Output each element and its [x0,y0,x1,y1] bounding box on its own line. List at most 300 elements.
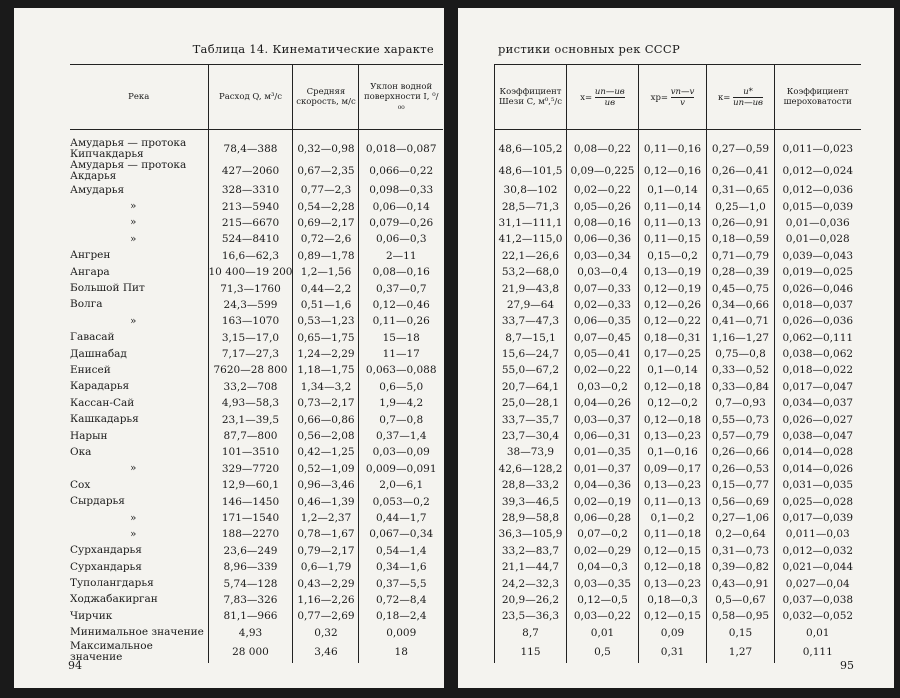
value-cell: 0,03—0,2 [567,379,639,395]
value-cell: 0,72—8,4 [359,592,443,608]
table-row [70,264,443,280]
table-title-left: Таблица 14. Кинематические характе [192,42,434,56]
value-cell: 0,37—0,7 [359,280,443,296]
value-cell: 7,17—27,3 [208,346,293,362]
value-cell: 33,7—35,7 [495,411,567,427]
value-cell: 0,07—0,2 [567,526,639,542]
table-row [495,477,861,493]
value-cell: 42,6—128,2 [495,461,567,477]
river-name-cell: Чирчик [70,609,113,622]
river-name-cell: Амударья — протока Акдарья [70,160,187,182]
value-cell: 0,014—0,026 [775,461,861,477]
value-cell: 0,02—0,22 [567,182,639,198]
river-name-cell: Амударья — протока Кипчакдарья [70,137,187,160]
value-cell: 81,1—966 [208,608,293,624]
value-cell: 188—2270 [208,526,293,542]
value-cell: 0,07—0,33 [567,280,639,296]
river-name-cell: Карадарья [70,380,130,393]
value-cell: 0,13—0,23 [639,428,707,444]
table-row [495,575,861,591]
value-cell: 0,017—0,047 [775,379,861,395]
river-name-cell: » [130,314,137,327]
river-name-cell: Сурхандарья [70,544,142,557]
value-cell: 0,45—0,75 [707,280,775,296]
value-cell: 23,7—30,4 [495,428,567,444]
value-cell: 0,01—0,37 [567,461,639,477]
river-name-cell: Большой Пит [70,282,145,295]
value-cell: 0,009—0,091 [359,461,443,477]
value-cell: 0,1—0,2 [639,510,707,526]
table-row [495,215,861,231]
value-cell: 28,8—33,2 [495,477,567,493]
value-cell: 0,09—0,225 [567,160,639,182]
table-row [70,395,443,411]
river-name-cell: Кашкадарья [70,413,139,426]
value-cell: 1,2—1,56 [293,264,359,280]
value-cell: 329—7720 [208,461,293,477]
value-cell: 0,31 [639,641,707,663]
river-name-cell: Нарын [70,429,108,442]
value-cell: 0,52—1,09 [293,461,359,477]
value-cell: 0,71—0,79 [707,248,775,264]
value-cell: 0,73—2,17 [293,395,359,411]
river-name-cell: » [130,527,137,540]
value-cell: 48,6—105,2 [495,130,567,161]
value-cell: 0,09 [639,625,707,641]
table-row [70,428,443,444]
value-cell: 0,28—0,39 [707,264,775,280]
value-cell: 0,72—2,6 [293,231,359,247]
value-cell: 0,26—0,91 [707,215,775,231]
value-cell: 38—73,9 [495,444,567,460]
table-row [70,625,443,641]
value-cell: 2—11 [359,248,443,264]
value-cell: 0,04—0,36 [567,477,639,493]
value-cell: 0,43—2,29 [293,575,359,591]
table-title-right: ристики основных рек СССР [498,42,681,56]
value-cell: 0,12—0,26 [639,297,707,313]
table-row [495,160,861,182]
header-river: Река [70,65,208,130]
value-cell: 23,1—39,5 [208,411,293,427]
value-cell: 0,75—0,8 [707,346,775,362]
value-cell: 524—8410 [208,231,293,247]
value-cell: 0,15—0,2 [639,248,707,264]
value-cell: 41,2—115,0 [495,231,567,247]
value-cell: 0,26—0,66 [707,444,775,460]
value-cell: 0,13—0,19 [639,264,707,280]
table-row [70,297,443,313]
value-cell: 1,18—1,75 [293,362,359,378]
value-cell: 0,12—0,22 [639,313,707,329]
value-cell: 0,34—1,6 [359,559,443,575]
xr-numerator: vп—v [670,86,695,97]
value-cell: 0,02—0,29 [567,543,639,559]
river-name-cell: Туполангдарья [70,577,154,590]
river-name-cell: Ангрен [70,249,111,262]
table-row [70,231,443,247]
value-cell: 0,1—0,14 [639,362,707,378]
kappa-numerator: u* [743,86,753,97]
value-cell: 215—6670 [208,215,293,231]
value-cell: 0,12—0,18 [639,411,707,427]
value-cell: 25,0—28,1 [495,395,567,411]
value-cell: 0,32—0,98 [293,130,359,161]
value-cell: 0,11—0,26 [359,313,443,329]
value-cell: 0,06—0,28 [567,510,639,526]
value-cell: 0,26—0,53 [707,461,775,477]
table-row [495,493,861,509]
xr-fraction [671,87,695,108]
table-row [70,526,443,542]
value-cell: 0,11—0,18 [639,526,707,542]
value-cell: 0,34—0,66 [707,297,775,313]
value-cell: 101—3510 [208,444,293,460]
value-cell: 0,009 [359,625,443,641]
table-row [495,641,861,663]
table-row [70,477,443,493]
value-cell: 0,09—0,17 [639,461,707,477]
table-row [495,313,861,329]
value-cell: 0,18—0,59 [707,231,775,247]
value-cell: 0,08—0,22 [567,130,639,161]
table-row [70,559,443,575]
value-cell: 0,018—0,022 [775,362,861,378]
value-cell: 0,067—0,34 [359,526,443,542]
table-row [495,461,861,477]
river-name-cell: » [130,511,137,524]
header-kappa [707,65,775,130]
kinematics-table-right [494,64,861,663]
value-cell: 3,15—17,0 [208,330,293,346]
table-row [70,379,443,395]
value-cell: 0,41—0,71 [707,313,775,329]
header-slope: Уклон водной поверхности I, ⁰/₀₀ [359,65,443,130]
river-name-cell: » [130,216,137,229]
value-cell: 0,011—0,03 [775,526,861,542]
value-cell: 1,9—4,2 [359,395,443,411]
value-cell: 0,063—0,088 [359,362,443,378]
value-cell: 0,69—2,17 [293,215,359,231]
value-cell: 0,5 [567,641,639,663]
value-cell: 0,39—0,82 [707,559,775,575]
value-cell: 28 000 [208,641,293,663]
value-cell: 0,31—0,73 [707,543,775,559]
value-cell: 0,66—0,86 [293,411,359,427]
value-cell: 0,12—0,15 [639,543,707,559]
table-row [495,362,861,378]
value-cell: 21,9—43,8 [495,280,567,296]
table-row [495,592,861,608]
value-cell: 427—2060 [208,160,293,182]
value-cell: 0,55—0,73 [707,411,775,427]
value-cell: 0,56—2,08 [293,428,359,444]
value-cell: 0,012—0,032 [775,543,861,559]
table-row [495,346,861,362]
value-cell: 163—1070 [208,313,293,329]
value-cell: 8,7 [495,625,567,641]
table-row [70,411,443,427]
river-name-cell: » [130,232,137,245]
value-cell: 0,08—0,16 [359,264,443,280]
value-cell: 0,11—0,13 [639,493,707,509]
value-cell: 0,02—0,22 [567,362,639,378]
table-row [70,641,443,663]
table-row [70,330,443,346]
value-cell: 21,1—44,7 [495,559,567,575]
value-cell: 0,015—0,039 [775,198,861,214]
value-cell: 0,51—1,6 [293,297,359,313]
value-cell: 0,017—0,039 [775,510,861,526]
value-cell: 0,77—2,69 [293,608,359,624]
value-cell: 15—18 [359,330,443,346]
value-cell: 0,04—0,3 [567,559,639,575]
kappa-lhs: κ= [717,92,731,103]
river-name-cell: Сурхандарья [70,560,142,573]
value-cell: 0,57—0,79 [707,428,775,444]
header-discharge: Расход Q, м³/с [208,65,293,130]
table-row [495,608,861,624]
x-lhs: x= [580,92,593,103]
value-cell: 0,89—1,78 [293,248,359,264]
value-cell: 78,4—388 [208,130,293,161]
value-cell: 0,67—2,35 [293,160,359,182]
value-cell: 28,5—71,3 [495,198,567,214]
value-cell: 0,2—0,64 [707,526,775,542]
value-cell: 171—1540 [208,510,293,526]
value-cell: 0,37—1,4 [359,428,443,444]
value-cell: 0,32 [293,625,359,641]
river-name-cell: Волга [70,298,103,311]
value-cell: 0,79—2,17 [293,543,359,559]
table-row [495,280,861,296]
value-cell: 0,026—0,027 [775,411,861,427]
value-cell: 0,03—0,37 [567,411,639,427]
value-cell: 4,93 [208,625,293,641]
table-row [70,461,443,477]
kappa-denominator: uп—uв [733,97,763,108]
value-cell: 0,78—1,67 [293,526,359,542]
value-cell: 0,111 [775,641,861,663]
value-cell: 0,12—0,2 [639,395,707,411]
table-row [495,248,861,264]
value-cell: 0,026—0,046 [775,280,861,296]
table-row [495,411,861,427]
table-row [495,625,861,641]
kinematics-table-left [70,64,443,663]
value-cell: 0,06—0,36 [567,231,639,247]
value-cell: 0,07—0,45 [567,330,639,346]
table-row [495,297,861,313]
table-row [495,379,861,395]
value-cell: 0,44—2,2 [293,280,359,296]
value-cell: 7620—28 800 [208,362,293,378]
value-cell: 24,3—599 [208,297,293,313]
value-cell: 0,062—0,111 [775,330,861,346]
table-row [70,608,443,624]
value-cell: 1,27 [707,641,775,663]
value-cell: 1,34—3,2 [293,379,359,395]
value-cell: 48,6—101,5 [495,160,567,182]
xr-lhs: xр= [650,92,669,103]
table-row [495,510,861,526]
value-cell: 55,0—67,2 [495,362,567,378]
table-header-row [495,65,861,130]
value-cell: 0,018—0,037 [775,297,861,313]
value-cell: 0,65—1,75 [293,330,359,346]
value-cell: 0,18—0,3 [639,592,707,608]
value-cell: 0,43—0,91 [707,575,775,591]
value-cell: 11—17 [359,346,443,362]
value-cell: 23,6—249 [208,543,293,559]
value-cell: 12,9—60,1 [208,477,293,493]
table-header-row [70,65,443,130]
value-cell: 0,079—0,26 [359,215,443,231]
value-cell: 0,04—0,26 [567,395,639,411]
value-cell: 0,02—0,33 [567,297,639,313]
river-name-cell: Енисей [70,363,111,376]
value-cell: 0,01—0,028 [775,231,861,247]
table-row [70,362,443,378]
value-cell: 0,53—1,23 [293,313,359,329]
value-cell: 146—1450 [208,493,293,509]
value-cell: 10 400—19 200 [208,264,293,280]
value-cell: 0,5—0,67 [707,592,775,608]
header-x-ratio [567,65,639,130]
x-numerator: uп—uв [594,86,625,97]
value-cell: 0,03—0,35 [567,575,639,591]
value-cell: 33,7—47,3 [495,313,567,329]
x-denominator: uв [595,97,625,108]
value-cell: 0,26—0,41 [707,160,775,182]
value-cell: 8,7—15,1 [495,330,567,346]
value-cell: 0,12—0,15 [639,608,707,624]
value-cell: 15,6—24,7 [495,346,567,362]
value-cell: 20,7—64,1 [495,379,567,395]
table-row [495,559,861,575]
value-cell: 0,15—0,77 [707,477,775,493]
value-cell: 0,12—0,16 [639,160,707,182]
value-cell: 0,037—0,038 [775,592,861,608]
value-cell: 0,012—0,036 [775,182,861,198]
table-row [70,493,443,509]
value-cell: 20,9—26,2 [495,592,567,608]
value-cell: 0,012—0,024 [775,160,861,182]
table-row [70,313,443,329]
value-cell: 213—5940 [208,198,293,214]
value-cell: 0,54—1,4 [359,543,443,559]
value-cell: 0,33—0,84 [707,379,775,395]
value-cell: 53,2—68,0 [495,264,567,280]
table-row [495,182,861,198]
value-cell: 36,3—105,9 [495,526,567,542]
value-cell: 0,01 [567,625,639,641]
value-cell: 87,7—800 [208,428,293,444]
river-name-cell: Гавасай [70,331,115,344]
value-cell: 0,56—0,69 [707,493,775,509]
header-xr-ratio [639,65,707,130]
value-cell: 31,1—111,1 [495,215,567,231]
value-cell: 0,77—2,3 [293,182,359,198]
value-cell: 0,05—0,41 [567,346,639,362]
table-row [70,160,443,182]
value-cell: 0,038—0,047 [775,428,861,444]
left-page [14,8,444,688]
value-cell: 0,03—0,34 [567,248,639,264]
value-cell: 0,11—0,14 [639,198,707,214]
value-cell: 0,12—0,18 [639,559,707,575]
x-fraction [595,87,625,108]
value-cell: 0,01—0,35 [567,444,639,460]
table-row [70,280,443,296]
value-cell: 0,05—0,26 [567,198,639,214]
value-cell: 1,16—2,26 [293,592,359,608]
value-cell: 0,032—0,052 [775,608,861,624]
header-chezy: Коэффициент Шези C, м⁰,⁵/с [495,65,567,130]
value-cell: 0,08—0,16 [567,215,639,231]
table-row [495,198,861,214]
table-row [495,130,861,161]
value-cell: 0,06—0,14 [359,198,443,214]
river-name-cell: Ангара [70,265,110,278]
value-cell: 0,018—0,087 [359,130,443,161]
value-cell: 24,2—32,3 [495,575,567,591]
value-cell: 3,46 [293,641,359,663]
value-cell: 0,03—0,22 [567,608,639,624]
value-cell: 0,034—0,037 [775,395,861,411]
value-cell: 0,031—0,035 [775,477,861,493]
river-name-cell: » [130,462,137,475]
value-cell: 0,014—0,028 [775,444,861,460]
value-cell: 1,16—1,27 [707,330,775,346]
value-cell: 0,17—0,25 [639,346,707,362]
value-cell: 16,6—62,3 [208,248,293,264]
value-cell: 0,03—0,4 [567,264,639,280]
value-cell: 0,026—0,036 [775,313,861,329]
value-cell: 0,13—0,23 [639,575,707,591]
table-row [70,543,443,559]
table-row [70,215,443,231]
value-cell: 0,06—0,35 [567,313,639,329]
river-name-cell: Амударья [70,183,125,196]
value-cell: 23,5—36,3 [495,608,567,624]
table-row [70,510,443,526]
value-cell: 0,06—0,3 [359,231,443,247]
river-name-cell: Ока [70,445,92,458]
value-cell: 0,25—1,0 [707,198,775,214]
value-cell: 0,01 [775,625,861,641]
value-cell: 0,31—0,65 [707,182,775,198]
value-cell: 2,0—6,1 [359,477,443,493]
table-row [70,575,443,591]
value-cell: 0,27—0,59 [707,130,775,161]
value-cell: 0,027—0,04 [775,575,861,591]
right-page [458,8,894,688]
value-cell: 0,42—1,25 [293,444,359,460]
table-row [495,428,861,444]
river-name-cell: Кассан-Сай [70,396,135,409]
value-cell: 4,93—58,3 [208,395,293,411]
river-name-cell: Сырдарья [70,495,125,508]
value-cell: 8,96—339 [208,559,293,575]
value-cell: 0,02—0,19 [567,493,639,509]
value-cell: 0,06—0,31 [567,428,639,444]
river-name-cell: Сох [70,478,91,491]
value-cell: 71,3—1760 [208,280,293,296]
river-name-cell: Ходжабакирган [70,593,158,606]
river-name-cell: Дашнабад [70,347,127,360]
value-cell: 0,6—5,0 [359,379,443,395]
